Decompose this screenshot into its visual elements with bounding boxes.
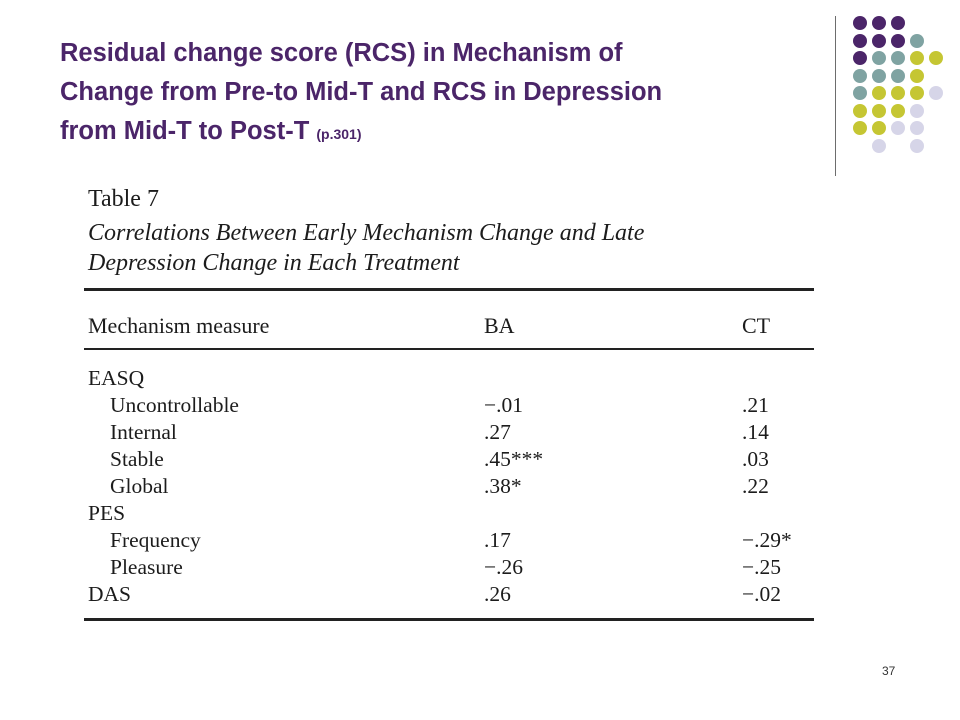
decor-dot: [872, 69, 886, 83]
decor-dot: [891, 34, 905, 48]
title-citation: (p.301): [316, 126, 362, 142]
decor-dot: [910, 34, 924, 48]
decor-dot: [891, 16, 905, 30]
row-label: Internal: [110, 420, 177, 444]
row-label: PES: [88, 501, 126, 525]
cell-ba: .26: [484, 582, 511, 606]
decor-dot: [872, 16, 886, 30]
decor-dot: [929, 86, 943, 100]
decor-dot: [891, 104, 905, 118]
decor-dot: [872, 104, 886, 118]
row-label: DAS: [88, 582, 132, 606]
cell-ct: −.25: [742, 555, 782, 579]
decor-dot: [853, 104, 867, 118]
row-label: Pleasure: [110, 555, 183, 579]
table-row: [84, 474, 814, 501]
table-caption-line-1: Correlations Between Early Mechanism Change and Late: [88, 220, 645, 246]
row-label: Frequency: [110, 528, 201, 552]
title-line-2: Change from Pre-to Mid-T and RCS in Depression: [60, 78, 663, 106]
decor-dot: [910, 121, 924, 135]
decor-dot: [853, 51, 867, 65]
table-row: [84, 393, 814, 420]
cell-ct: .03: [742, 447, 769, 471]
cell-ba: −.01: [484, 393, 524, 417]
decor-dot: [910, 104, 924, 118]
table-row: [84, 555, 814, 582]
cell-ct: .22: [742, 474, 769, 498]
table-bottom-rule: [84, 618, 814, 621]
decor-divider-line: [835, 16, 836, 176]
title-line-3-text: from Mid-T to Post-T: [60, 117, 317, 145]
column-header-ba: BA: [484, 313, 515, 338]
column-header-ct: CT: [742, 313, 771, 338]
cell-ct: −.02: [742, 582, 782, 606]
table-header-rule: [84, 348, 814, 350]
row-label: EASQ: [88, 366, 145, 390]
cell-ba: .45***: [484, 447, 544, 471]
row-label: Uncontrollable: [110, 393, 239, 417]
decor-dot: [872, 34, 886, 48]
decor-dot: [872, 121, 886, 135]
decor-dot: [872, 86, 886, 100]
row-label: Stable: [110, 447, 164, 471]
table-row: [84, 582, 814, 609]
decor-dot: [853, 121, 867, 135]
table-row: [84, 366, 814, 393]
title-line-1: Residual change score (RCS) in Mechanism of: [60, 39, 623, 67]
cell-ct: .21: [742, 393, 769, 417]
decor-dot: [853, 86, 867, 100]
cell-ct: −.29*: [742, 528, 792, 552]
decor-dot: [853, 69, 867, 83]
decor-dot: [891, 69, 905, 83]
table-caption: [88, 218, 644, 278]
decor-dot: [891, 51, 905, 65]
decor-dot: [910, 86, 924, 100]
decor-dot: [872, 51, 886, 65]
title-line-3: [60, 112, 830, 154]
cell-ba: .17: [484, 528, 511, 552]
cell-ba: .38*: [484, 474, 522, 498]
column-header-measure: Mechanism measure: [88, 313, 270, 338]
table-row: [84, 528, 814, 555]
table-caption-line-2: Depression Change in Each Treatment: [88, 250, 460, 276]
table-row: [84, 420, 814, 447]
cell-ct: .14: [742, 420, 769, 444]
decor-dot: [910, 69, 924, 83]
decor-dot: [891, 121, 905, 135]
decor-dot: [853, 34, 867, 48]
cell-ba: .27: [484, 420, 511, 444]
decor-dot: [910, 51, 924, 65]
row-label: Global: [110, 474, 169, 498]
cell-ba: −.26: [484, 555, 524, 579]
decor-dot: [891, 86, 905, 100]
table-row: [84, 447, 814, 474]
decor-dot: [853, 16, 867, 30]
table-top-rule: [84, 288, 814, 291]
decor-dot: [929, 51, 943, 65]
scanned-table: [84, 186, 816, 626]
decor-dot: [872, 139, 886, 153]
page-number: 37: [882, 664, 896, 678]
slide-title: [60, 34, 830, 154]
decor-dot: [910, 139, 924, 153]
table-row: [84, 501, 814, 528]
table-number: Table 7: [88, 186, 159, 212]
